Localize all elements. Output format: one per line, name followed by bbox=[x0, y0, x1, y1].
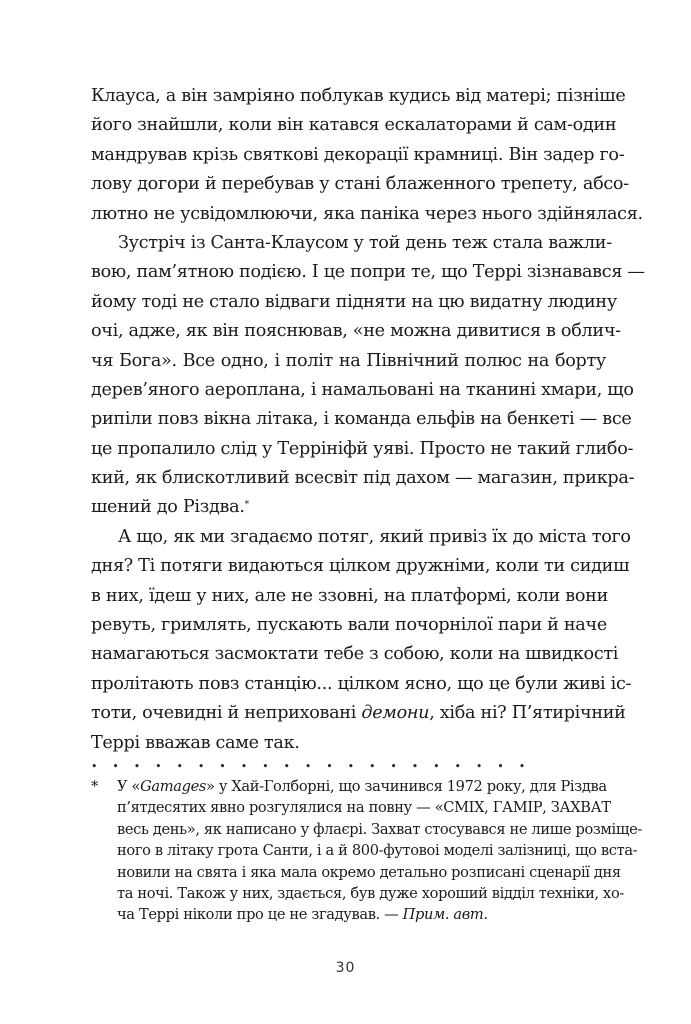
paragraph-1 bbox=[91, 82, 643, 229]
footnote-marker: * bbox=[91, 778, 98, 795]
footnote-line: п’ятдесятих явно розгулялися на повну — «СМІХ, ГАМІР, ЗАХВАТ bbox=[117, 799, 611, 817]
text-line: мандрував крізь святкові декорації крамниці. Він задер го- bbox=[91, 144, 625, 165]
text-line: очі, адже, як він пояснював, «не можна дивитися в облич- bbox=[91, 321, 621, 342]
footnote-line bbox=[117, 776, 606, 797]
text-fragment: шений до Різдва. bbox=[91, 497, 245, 518]
footnote-line: весь день», як написано у флаєрі. Захват стосувався не лише розміще- bbox=[117, 820, 642, 838]
text-line: пролітають повз станцію... цілком ясно, що це були живі іс- bbox=[91, 673, 632, 694]
paragraph-2 bbox=[91, 229, 645, 523]
text-line: чя Бога». Все одно, і політ на Північний полюс на борту bbox=[91, 350, 606, 371]
text-line: йому тоді не стало відваги підняти на цю видатну людину bbox=[91, 291, 617, 312]
text-line: Террі вважав саме так. bbox=[91, 732, 300, 753]
page-number: 30 bbox=[335, 960, 356, 976]
text-line: рипіли повз вікна літака, і команда ельфів на бенкеті — все bbox=[91, 409, 632, 430]
text-line: А що, як ми згадаємо потяг, який привіз їх до міста того bbox=[118, 526, 631, 547]
text-line: дня? Ті потяги видаються цілком дружніми, коли ти сидиш bbox=[91, 556, 630, 577]
footnote bbox=[91, 776, 642, 926]
text-line: в них, їдеш у них, але не ззовні, на платформі, коли вони bbox=[91, 585, 609, 606]
footnote-line: новили на свята і яка мала окремо детально розписані сценарії дня bbox=[117, 863, 621, 881]
text-line: ревуть, гримлять, пускають вали почорнілої пари й наче bbox=[91, 615, 607, 636]
text-line: вою, пам’ятною подією. І це попри те, що Террі зізнавався — bbox=[91, 262, 645, 283]
footnote-reference[interactable]: * bbox=[244, 500, 249, 511]
text-line: намагаються засмоктати тебе з собою, коли на швидкості bbox=[91, 644, 619, 665]
text-fragment: , хіба ні? П’ятирічний bbox=[429, 703, 626, 724]
footnote-line bbox=[117, 904, 606, 925]
text-fragment: тоти, очевидні й неприховані bbox=[91, 703, 362, 724]
text-fragment: У « bbox=[117, 778, 141, 795]
main-text bbox=[91, 82, 645, 758]
text-line bbox=[91, 699, 626, 728]
emphasis: Прим. авт. bbox=[402, 906, 488, 924]
text-line: лову догори й перебував у стані блаженного трепету, абсо- bbox=[91, 174, 629, 195]
footnote-line: ного в літаку грота Санти, і а й 800-футовоі моделі залізниці, що вста- bbox=[117, 842, 638, 860]
text-line: це пропалило слід у Террініфй уяві. Просто не такий глибо- bbox=[91, 438, 634, 459]
footnote-separator: • • • • • • • • • • • • • • • • • • • • • bbox=[91, 760, 531, 773]
text-line bbox=[91, 493, 606, 522]
text-line: його знайшли, коли він катався ескалаторами й сам-один bbox=[91, 115, 617, 136]
text-line: кий, як блискотливий всесвіт під дахом — магазин, прикра- bbox=[91, 468, 635, 489]
text-line: Клауса, а він замріяно поблукав кудись від матері; пізніше bbox=[91, 86, 626, 106]
emphasis: Gamages bbox=[140, 778, 206, 795]
footnote-text bbox=[117, 776, 642, 926]
text-line: лютно не усвідомлюючи, яка паніка через нього здійнялася. bbox=[91, 203, 643, 224]
text-fragment: » у Хай-Голборні, що зачинився 1972 року, для Різдва bbox=[206, 778, 607, 795]
paragraph-3 bbox=[91, 523, 632, 758]
text-fragment: ча Террі ніколи про це не згадував. — bbox=[117, 906, 403, 924]
emphasis: демони bbox=[361, 703, 430, 724]
footnote-line: та ночі. Також у них, здається, був дуже хороший відділ техніки, хо- bbox=[117, 884, 624, 902]
text-line: Зустріч із Санта-Клаусом у той день теж стала важли- bbox=[118, 232, 612, 253]
text-line: дерев’яного аероплана, і намальовані на тканині хмари, що bbox=[91, 379, 634, 400]
